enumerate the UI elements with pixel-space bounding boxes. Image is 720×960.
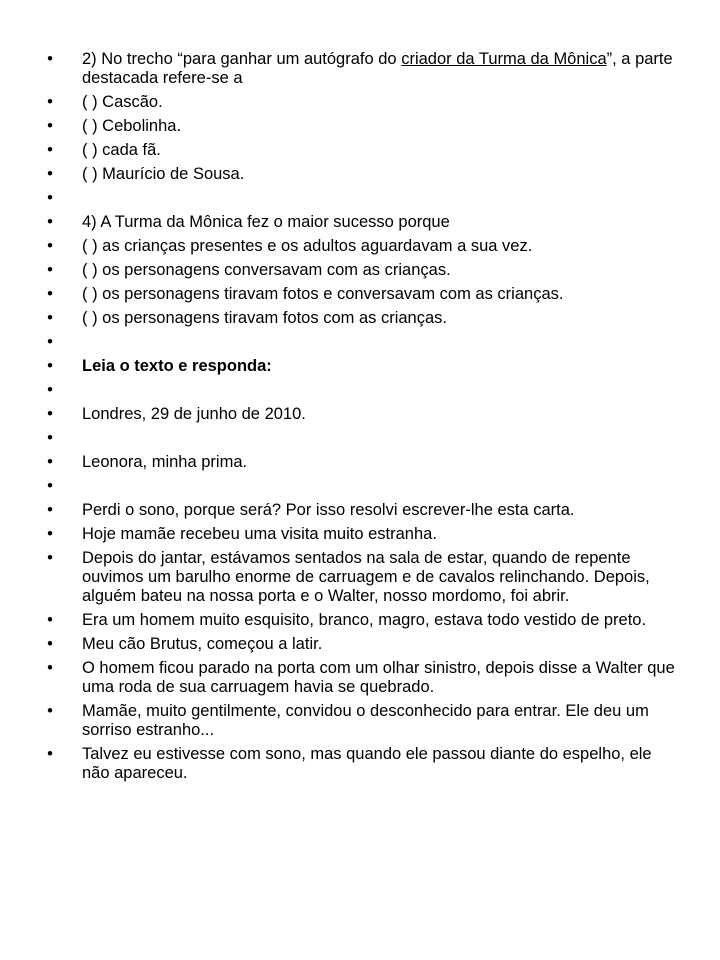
bullet-icon: • [47, 189, 53, 207]
bullet-icon: • [47, 611, 53, 629]
question-4-option: • ( ) os personagens tiravam fotos com as crianças. [0, 309, 720, 328]
bullet-icon: • [47, 453, 53, 471]
empty-line [0, 429, 720, 448]
letter-date: • Londres, 29 de junho de 2010. [0, 405, 720, 424]
question-2-option: • ( ) cada fã. [0, 141, 720, 160]
question-2 [0, 50, 720, 88]
bullet-icon: • [47, 285, 53, 303]
bullet-icon: • [47, 477, 53, 495]
bullet-icon: • [47, 549, 53, 567]
letter-paragraph: • Era um homem muito esquisito, branco, magro, estava todo vestido de preto. [0, 611, 720, 630]
empty-line [0, 333, 720, 352]
bullet-icon: • [47, 213, 53, 231]
question-2-highlight: criador da Turma da Mônica [401, 50, 607, 68]
letter-paragraph: • Meu cão Brutus, começou a latir. [0, 635, 720, 654]
question-2-option: • ( ) Maurício de Sousa. [0, 165, 720, 184]
question-4: • 4) A Turma da Mônica fez o maior sucesso porque [0, 213, 720, 232]
instruction: • Leia o texto e responda: [0, 357, 720, 376]
question-2-option: • ( ) Cebolinha. [0, 117, 720, 136]
empty-line [0, 381, 720, 400]
bullet-icon: • [47, 333, 53, 351]
question-4-option: • ( ) as crianças presentes e os adultos aguardavam a sua vez. [0, 237, 720, 256]
question-2-prefix: 2) No trecho “para ganhar um autógrafo do [82, 50, 402, 68]
bullet-icon: • [47, 93, 53, 111]
bullet-icon: • [47, 702, 53, 720]
bullet-icon: • [47, 659, 53, 677]
bullet-icon: • [47, 309, 53, 327]
letter-paragraph: • Perdi o sono, porque será? Por isso resolvi escrever-lhe esta carta. [0, 501, 720, 520]
letter-greeting: • Leonora, minha prima. [0, 453, 720, 472]
empty-line [0, 189, 720, 208]
bullet-icon: • [47, 50, 53, 68]
question-2-option: • ( ) Cascão. [0, 93, 720, 112]
bullet-icon: • [47, 165, 53, 183]
document-page [0, 50, 720, 788]
bullet-icon: • [47, 117, 53, 135]
bullet-icon: • [47, 261, 53, 279]
bullet-icon: • [47, 635, 53, 653]
bullet-icon: • [47, 525, 53, 543]
bullet-icon: • [47, 745, 53, 763]
letter-paragraph: • Mamãe, muito gentilmente, convidou o desconhecido para entrar. Ele deu um sorriso estranho... [0, 702, 720, 740]
question-4-option: • ( ) os personagens tiravam fotos e conversavam com as crianças. [0, 285, 720, 304]
bullet-icon: • [47, 237, 53, 255]
letter-paragraph: • Talvez eu estivesse com sono, mas quando ele passou diante do espelho, ele não apareceu. [0, 745, 720, 783]
question-2-suffix: ”, a parte destacada refere-se a [82, 50, 673, 87]
bullet-list [0, 50, 720, 783]
question-4-option: • ( ) os personagens conversavam com as crianças. [0, 261, 720, 280]
letter-paragraph: • Depois do jantar, estávamos sentados na sala de estar, quando de repente ouvimos um barulho enorme de carruagem e de cavalos relinchando. Depois, alguém bateu na nossa porta e o Walter, nosso mordomo, foi abrir. [0, 549, 720, 606]
bullet-icon: • [47, 429, 53, 447]
letter-paragraph: • O homem ficou parado na porta com um olhar sinistro, depois disse a Walter que uma roda de sua carruagem havia se quebrado. [0, 659, 720, 697]
bullet-icon: • [47, 141, 53, 159]
bullet-icon: • [47, 501, 53, 519]
empty-line [0, 477, 720, 496]
bullet-icon: • [47, 357, 53, 375]
letter-paragraph: • Hoje mamãe recebeu uma visita muito estranha. [0, 525, 720, 544]
bullet-icon: • [47, 381, 53, 399]
bullet-icon: • [47, 405, 53, 423]
